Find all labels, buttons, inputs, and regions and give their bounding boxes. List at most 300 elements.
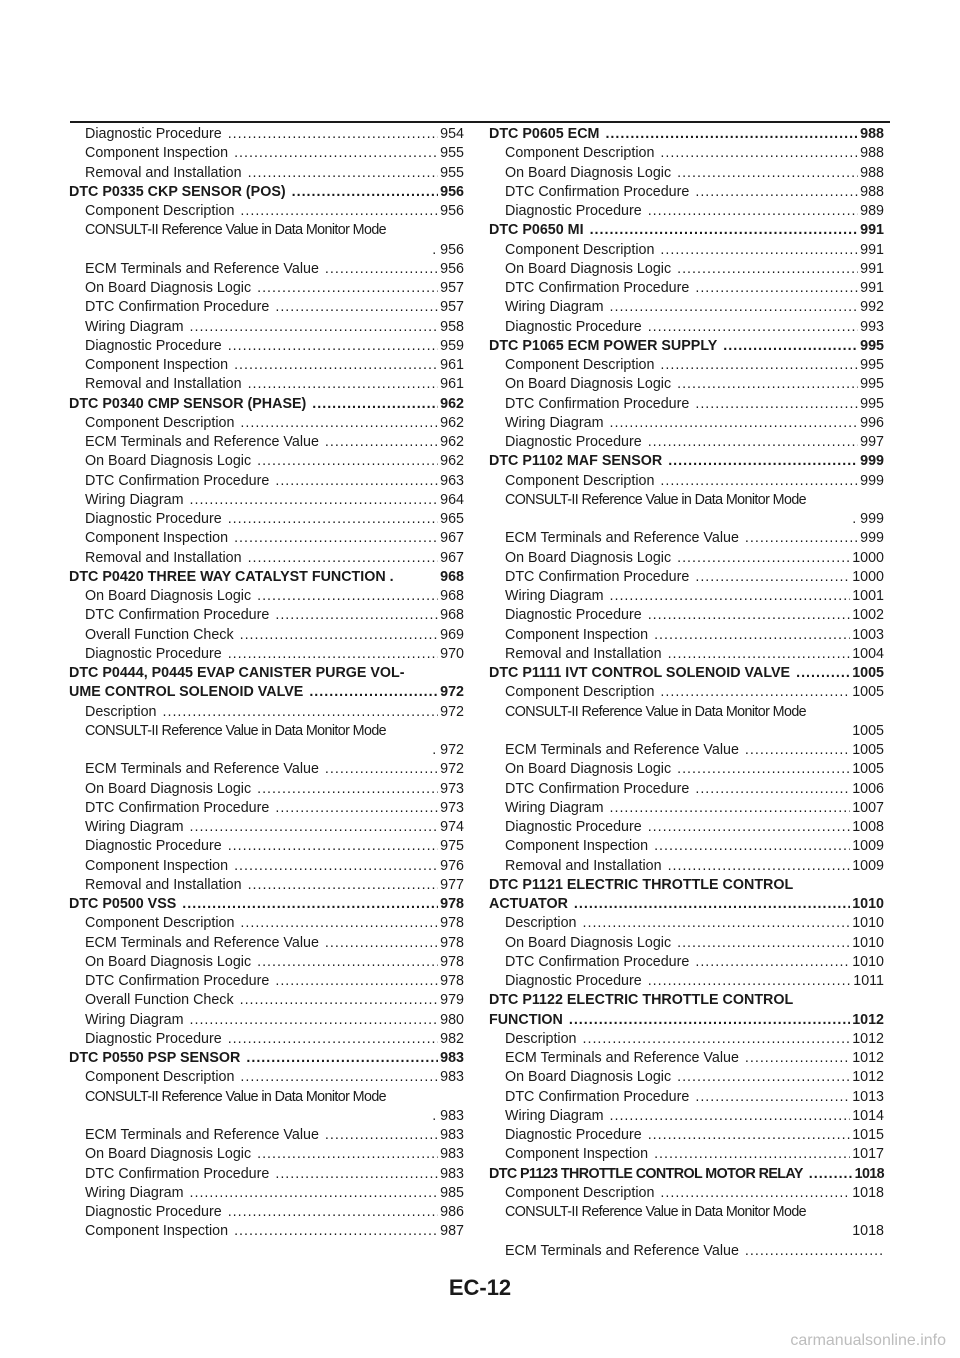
toc-title: ACTUATOR xyxy=(489,896,568,912)
dot-leader xyxy=(723,337,858,356)
toc-entry xyxy=(489,741,884,760)
toc-page-number: 1018 xyxy=(852,1184,884,1201)
toc-page-number: 972 xyxy=(440,684,464,701)
dot-leader xyxy=(275,1165,438,1184)
toc-title: Wiring Diagram xyxy=(505,1107,604,1124)
toc-title: On Board Diagnosis Logic xyxy=(85,953,252,970)
dot-leader xyxy=(240,626,439,645)
toc-page-number: 963 xyxy=(440,472,464,489)
dot-leader xyxy=(654,837,850,856)
dot-leader xyxy=(745,529,858,548)
toc-page-number: 983 xyxy=(440,1069,464,1086)
toc-page-number: 985 xyxy=(440,1184,464,1201)
toc-title: Component Inspection xyxy=(505,838,649,855)
toc-entry xyxy=(69,837,464,856)
toc-page-number: 962 xyxy=(440,395,464,412)
toc-entry xyxy=(489,934,884,953)
toc-entry xyxy=(69,164,464,183)
dot-leader xyxy=(677,760,850,779)
toc-entry xyxy=(69,1184,464,1203)
toc-entry xyxy=(69,202,464,221)
toc-page-number: 1008 xyxy=(852,819,884,835)
toc-entry xyxy=(69,934,464,953)
toc-title: On Board Diagnosis Logic xyxy=(505,549,672,566)
toc-title: DTC P0335 CKP SENSOR (POS) xyxy=(69,183,286,200)
toc-page-number: 973 xyxy=(440,780,464,797)
toc-page-number: . 999 xyxy=(852,511,884,527)
toc-entry xyxy=(69,549,464,568)
toc-page-number: 988 xyxy=(860,145,884,162)
toc-title: Wiring Diagram xyxy=(85,318,184,335)
toc-entry xyxy=(489,953,884,972)
toc-title: DTC Confirmation Procedure xyxy=(85,1165,270,1182)
toc-entry xyxy=(489,472,884,491)
toc-entry xyxy=(69,799,464,818)
toc-section-entry xyxy=(489,221,884,240)
dot-leader xyxy=(677,260,858,279)
toc-entry xyxy=(69,337,464,356)
dot-leader xyxy=(275,799,438,818)
toc-page-number: 959 xyxy=(440,337,464,354)
toc-title: Diagnostic Procedure xyxy=(85,1030,222,1047)
watermark: carmanualsonline.info xyxy=(790,1332,946,1349)
dot-leader xyxy=(292,183,439,202)
toc-title: On Board Diagnosis Logic xyxy=(505,376,672,393)
dot-leader xyxy=(695,780,850,799)
toc-title: Wiring Diagram xyxy=(505,799,604,816)
toc-section-entry xyxy=(69,683,464,702)
toc-title: DTC Confirmation Procedure xyxy=(505,395,690,412)
toc-entry xyxy=(69,606,464,625)
toc-entry xyxy=(69,1203,464,1222)
toc-page-number: 1005 xyxy=(852,665,884,681)
dot-leader xyxy=(660,683,850,702)
toc-entry xyxy=(489,799,884,818)
toc-page-number: 999 xyxy=(860,530,884,547)
toc-page-number: 1012 xyxy=(852,1030,884,1047)
toc-title: Component Description xyxy=(85,203,235,219)
dot-leader xyxy=(695,395,858,414)
toc-page-number: 982 xyxy=(440,1030,464,1047)
dot-leader xyxy=(228,1030,438,1049)
toc-entry xyxy=(489,318,884,337)
toc-title: Diagnostic Procedure xyxy=(85,126,222,142)
toc-title: Wiring Diagram xyxy=(85,1011,184,1028)
toc-title: DTC Confirmation Procedure xyxy=(85,973,270,989)
dot-leader xyxy=(668,645,851,664)
toc-entry xyxy=(69,125,464,144)
toc-title: On Board Diagnosis Logic xyxy=(85,280,252,296)
toc-entry xyxy=(489,375,884,394)
dot-leader xyxy=(654,626,850,645)
toc-title: Removal and Installation xyxy=(505,645,662,662)
toc-page-number: 991 xyxy=(860,280,884,296)
toc-entry xyxy=(489,164,884,183)
toc-title: On Board Diagnosis Logic xyxy=(85,1146,252,1163)
toc-page-number: 997 xyxy=(860,434,884,450)
toc-title: Overall Function Check xyxy=(85,626,234,643)
toc-page-number: 967 xyxy=(440,549,464,566)
page-number: EC-12 xyxy=(448,1275,512,1300)
dot-leader xyxy=(695,183,858,202)
toc-entry xyxy=(69,645,464,664)
toc-title: DTC P0444, P0445 EVAP CANISTER PURGE VOL- xyxy=(69,665,405,681)
toc-title: Wiring Diagram xyxy=(505,414,604,431)
dot-leader xyxy=(257,279,438,298)
toc-page-number: 992 xyxy=(860,299,884,316)
dot-leader xyxy=(660,144,858,163)
toc-title: DTC P1065 ECM POWER SUPPLY xyxy=(489,337,718,354)
toc-title: Overall Function Check xyxy=(85,992,234,1009)
dot-leader xyxy=(654,1145,850,1164)
dot-leader xyxy=(605,125,858,144)
toc-entry xyxy=(69,914,464,933)
dot-leader xyxy=(228,337,438,356)
toc-entry xyxy=(69,1068,464,1087)
toc-entry xyxy=(489,144,884,163)
toc-section-entry xyxy=(489,452,884,471)
toc-page-continuation xyxy=(69,741,464,760)
dot-leader xyxy=(248,164,439,183)
toc-title: DTC Confirmation Procedure xyxy=(505,568,690,585)
dot-leader xyxy=(257,780,438,799)
toc-entry xyxy=(489,395,884,414)
toc-title: DTC P0550 PSP SENSOR xyxy=(69,1050,241,1066)
toc-page-number: 1007 xyxy=(852,799,884,816)
toc-page-number: 988 xyxy=(860,126,884,142)
toc-page-number: 969 xyxy=(440,626,464,643)
toc-title: ECM Terminals and Reference Value xyxy=(85,1127,319,1143)
toc-entry xyxy=(489,1203,884,1222)
toc-page-number: 961 xyxy=(440,376,464,393)
toc-title: DTC P1123 THROTTLE CONTROL MOTOR RELAY xyxy=(489,1165,803,1182)
toc-page-number: 1006 xyxy=(852,780,884,797)
toc-title: On Board Diagnosis Logic xyxy=(505,260,672,277)
toc-title: Component Description xyxy=(505,145,655,162)
toc-entry xyxy=(69,587,464,606)
toc-section-entry xyxy=(69,895,464,914)
toc-entry xyxy=(69,221,464,240)
toc-page-number: 1015 xyxy=(852,1127,884,1143)
toc-title: Component Description xyxy=(505,472,655,489)
toc-entry xyxy=(489,260,884,279)
toc-page-number: 1005 xyxy=(852,684,884,701)
dot-leader xyxy=(809,1165,853,1184)
dot-leader xyxy=(234,529,438,548)
toc-title: Component Inspection xyxy=(85,1223,229,1240)
toc-title: DTC P1122 ELECTRIC THROTTLE CONTROL xyxy=(489,992,794,1009)
toc-title: Removal and Installation xyxy=(85,549,242,566)
toc-entry xyxy=(69,780,464,799)
toc-title: CONSULT-II Reference Value in Data Monitor Mode xyxy=(505,491,807,508)
toc-entry xyxy=(489,433,884,452)
dot-leader xyxy=(610,414,859,433)
dot-leader xyxy=(745,1049,850,1068)
toc-page-number: 1010 xyxy=(852,896,884,912)
toc-section-entry xyxy=(69,1049,464,1068)
toc-section-entry xyxy=(69,183,464,202)
toc-page-number: 1010 xyxy=(852,953,884,970)
toc-title: Diagnostic Procedure xyxy=(85,645,222,662)
toc-page-number: 973 xyxy=(440,799,464,816)
toc-title: DTC Confirmation Procedure xyxy=(85,607,270,624)
toc-title: ECM Terminals and Reference Value xyxy=(505,1050,739,1066)
dot-leader xyxy=(190,1011,439,1030)
toc-entry xyxy=(489,241,884,260)
toc-entry xyxy=(489,1030,884,1049)
dot-leader xyxy=(190,1184,439,1203)
toc-entry xyxy=(489,183,884,202)
toc-entry xyxy=(69,318,464,337)
toc-title: Diagnostic Procedure xyxy=(85,511,222,527)
toc-title: Component Inspection xyxy=(85,145,229,162)
toc-title: Wiring Diagram xyxy=(85,1184,184,1201)
dot-leader xyxy=(240,414,438,433)
toc-page-number: . 983 xyxy=(432,1107,464,1124)
toc-page-number: 983 xyxy=(440,1050,464,1066)
dot-leader xyxy=(248,375,439,394)
toc-page-number: 1010 xyxy=(852,934,884,951)
toc-page-number: 962 xyxy=(440,434,464,450)
dot-leader xyxy=(590,221,859,240)
dot-leader xyxy=(234,857,438,876)
toc-page-number: 954 xyxy=(440,126,464,142)
dot-leader xyxy=(275,472,438,491)
toc-page-number: 967 xyxy=(440,530,464,547)
toc-entry xyxy=(69,626,464,645)
toc-title: Removal and Installation xyxy=(85,876,242,893)
toc-entry xyxy=(489,683,884,702)
dot-leader xyxy=(234,1222,438,1241)
toc-page-number: 974 xyxy=(440,819,464,835)
toc-section-entry xyxy=(489,125,884,144)
dot-leader xyxy=(660,241,858,260)
toc-title: Description xyxy=(85,703,157,720)
toc-page-number: 970 xyxy=(440,645,464,662)
toc-page-number: 986 xyxy=(440,1204,464,1220)
toc-entry xyxy=(69,857,464,876)
toc-entry xyxy=(69,1011,464,1030)
dot-leader xyxy=(668,857,851,876)
toc-page-number: 978 xyxy=(440,915,464,932)
dot-leader xyxy=(257,452,438,471)
toc-right-column xyxy=(489,125,884,1261)
toc-entry xyxy=(489,587,884,606)
toc-page-number: 962 xyxy=(440,414,464,431)
toc-section-entry xyxy=(69,568,464,587)
toc-page-number: 999 xyxy=(860,453,884,470)
toc-entry xyxy=(69,375,464,394)
toc-page-number: 1018 xyxy=(852,1223,884,1240)
toc-entry xyxy=(69,279,464,298)
dot-leader xyxy=(677,164,858,183)
toc-page-number: 1005 xyxy=(852,742,884,758)
dot-leader xyxy=(648,606,851,625)
dot-leader xyxy=(325,1126,438,1145)
toc-page-number: 991 xyxy=(860,241,884,258)
dot-leader xyxy=(240,914,438,933)
toc-entry xyxy=(69,876,464,895)
toc-entry xyxy=(69,1030,464,1049)
dot-leader xyxy=(182,895,438,914)
toc-title: DTC Confirmation Procedure xyxy=(85,472,270,489)
toc-entry xyxy=(69,991,464,1010)
toc-title: Wiring Diagram xyxy=(505,588,604,604)
dot-leader xyxy=(246,1049,438,1068)
toc-entry xyxy=(69,703,464,722)
dot-leader xyxy=(257,587,438,606)
toc-entry xyxy=(489,1049,884,1068)
toc-title: Wiring Diagram xyxy=(85,819,184,835)
toc-page-number: 955 xyxy=(440,164,464,181)
toc-page-number: 1003 xyxy=(852,626,884,643)
toc-title: Component Description xyxy=(505,357,655,373)
toc-page-number: 988 xyxy=(860,183,884,200)
toc-entry xyxy=(69,452,464,471)
toc-title: ECM Terminals and Reference Value xyxy=(505,530,739,547)
toc-title: On Board Diagnosis Logic xyxy=(85,453,252,470)
toc-entry xyxy=(489,1242,884,1261)
toc-title: DTC Confirmation Procedure xyxy=(505,953,690,970)
dot-leader xyxy=(648,433,858,452)
toc-page-number: 995 xyxy=(860,395,884,412)
dot-leader xyxy=(695,1088,850,1107)
toc-page-number: 968 xyxy=(440,568,464,585)
toc-title: ECM Terminals and Reference Value xyxy=(85,434,319,450)
toc-entry xyxy=(489,703,884,722)
toc-page-number: 1004 xyxy=(852,645,884,662)
toc-entry xyxy=(69,260,464,279)
dot-leader xyxy=(677,1068,850,1087)
dot-leader xyxy=(325,260,438,279)
toc-entry xyxy=(489,857,884,876)
dot-leader xyxy=(309,683,438,702)
toc-title: Diagnostic Procedure xyxy=(85,337,222,354)
dot-leader xyxy=(248,876,439,895)
toc-page-number: 1011 xyxy=(853,973,884,989)
toc-entry xyxy=(69,1088,464,1107)
toc-entry xyxy=(69,972,464,991)
toc-title: Component Inspection xyxy=(85,530,229,547)
toc-entry xyxy=(489,818,884,837)
toc-page-number: 983 xyxy=(440,1146,464,1163)
toc-entry xyxy=(489,549,884,568)
toc-page-number: 991 xyxy=(860,260,884,277)
toc-title: Component Description xyxy=(505,1184,655,1201)
toc-entry xyxy=(489,606,884,625)
toc-title: On Board Diagnosis Logic xyxy=(505,761,672,778)
toc-entry xyxy=(69,472,464,491)
dot-leader xyxy=(163,703,439,722)
dot-leader xyxy=(257,953,438,972)
dot-leader xyxy=(583,914,851,933)
toc-section-entry xyxy=(489,337,884,356)
toc-page-number: 975 xyxy=(440,838,464,855)
dot-leader xyxy=(583,1030,851,1049)
dot-leader xyxy=(574,895,850,914)
toc-page-number: 964 xyxy=(440,491,464,508)
toc-page-number: 956 xyxy=(440,260,464,277)
dot-leader xyxy=(668,452,858,471)
toc-entry xyxy=(69,1165,464,1184)
toc-section-entry xyxy=(489,991,884,1010)
toc-page-number: 995 xyxy=(860,337,884,354)
dot-leader xyxy=(695,568,850,587)
toc-section-entry xyxy=(489,876,884,895)
dot-leader xyxy=(275,606,438,625)
toc-title: On Board Diagnosis Logic xyxy=(505,164,672,181)
dot-leader xyxy=(660,1184,850,1203)
toc-title: DTC P0340 CMP SENSOR (PHASE) xyxy=(69,395,307,412)
toc-title: Diagnostic Procedure xyxy=(505,203,642,219)
toc-page-number: 1012 xyxy=(852,1050,884,1066)
toc-page-number: 978 xyxy=(440,934,464,951)
toc-page-number: 972 xyxy=(440,703,464,720)
toc-entry xyxy=(69,510,464,529)
toc-page-number: 956 xyxy=(440,203,464,219)
toc-page-number: 976 xyxy=(440,857,464,874)
toc-entry xyxy=(489,1126,884,1145)
toc-title: On Board Diagnosis Logic xyxy=(505,1069,672,1086)
toc-title: DTC Confirmation Procedure xyxy=(85,299,270,316)
toc-page-number: 1009 xyxy=(852,838,884,855)
toc-left-column xyxy=(69,125,464,1242)
dot-leader xyxy=(660,356,858,375)
toc-title: Component Description xyxy=(505,241,655,258)
toc-entry xyxy=(489,529,884,548)
toc-entry xyxy=(489,837,884,856)
toc-page-number: 968 xyxy=(440,607,464,624)
toc-title: Diagnostic Procedure xyxy=(505,1127,642,1143)
toc-page-number: 1005 xyxy=(852,761,884,778)
dot-leader xyxy=(648,972,852,991)
toc-title: DTC P0650 MI xyxy=(489,222,584,239)
dot-leader xyxy=(228,510,438,529)
toc-page-number: 1002 xyxy=(852,607,884,624)
toc-page-number: 983 xyxy=(440,1165,464,1182)
dot-leader xyxy=(648,202,858,221)
dot-leader xyxy=(228,837,438,856)
toc-page-number: 1010 xyxy=(852,915,884,932)
dot-leader xyxy=(677,375,858,394)
toc-title: CONSULT-II Reference Value in Data Monitor Mode xyxy=(85,222,387,239)
toc-page-number: 995 xyxy=(860,376,884,393)
toc-title: Wiring Diagram xyxy=(85,491,184,508)
dot-leader xyxy=(660,472,858,491)
toc-page-number: . 956 xyxy=(432,241,464,258)
dot-leader xyxy=(248,549,439,568)
toc-page-number: 977 xyxy=(440,876,464,893)
toc-entry xyxy=(489,1184,884,1203)
toc-page-number: 980 xyxy=(440,1011,464,1028)
toc-page-number: 999 xyxy=(860,472,884,489)
toc-title: CONSULT-II Reference Value in Data Monitor Mode xyxy=(505,703,807,720)
toc-page-number: 962 xyxy=(440,453,464,470)
toc-page-number: 1018 xyxy=(854,1165,884,1182)
toc-title: ECM Terminals and Reference Value xyxy=(85,260,319,277)
dot-leader xyxy=(610,587,851,606)
top-rule xyxy=(70,121,890,123)
dot-leader xyxy=(228,645,438,664)
dot-leader xyxy=(745,1242,882,1261)
toc-entry xyxy=(69,414,464,433)
toc-entry xyxy=(489,414,884,433)
toc-page-number: 965 xyxy=(440,511,464,527)
toc-entry xyxy=(489,1107,884,1126)
dot-leader xyxy=(325,760,438,779)
toc-page-number: 978 xyxy=(440,896,464,912)
toc-title: Description xyxy=(505,915,577,932)
